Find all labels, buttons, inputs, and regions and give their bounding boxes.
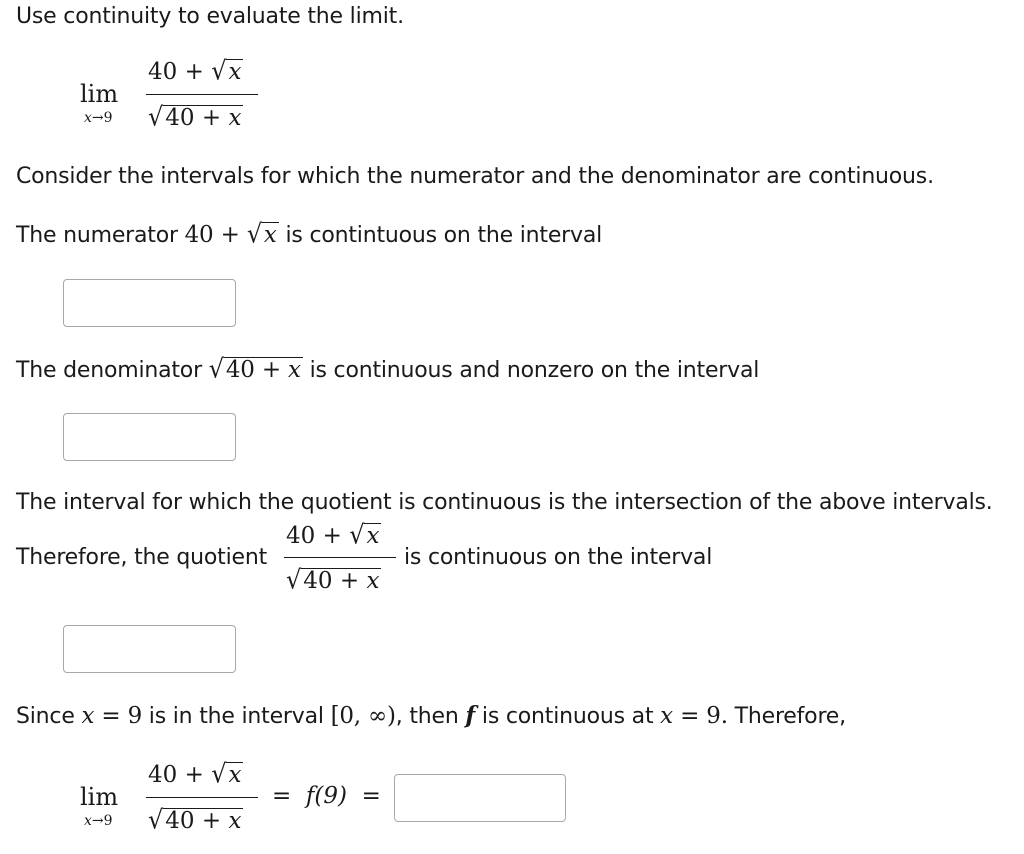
quotient-line-suffix: is continuous on the interval — [404, 545, 713, 570]
numerator-line: The numerator 40 + √x is contintuous on the interval — [16, 218, 603, 250]
quotient-interval-input[interactable] — [63, 625, 236, 673]
instruction-text: Use continuity to evaluate the limit. — [16, 4, 404, 29]
quotient-denominator: √40 + x — [286, 564, 380, 596]
fraction-bar — [146, 94, 258, 95]
lim-word: lim — [80, 80, 119, 108]
denominator-line: The denominator √40 + x is continuous and nonzero on the interval — [16, 353, 760, 385]
lim-subscript: x→9 — [84, 110, 113, 126]
consider-text: Consider the intervals for which the numerator and the denominator are continuous. — [16, 164, 934, 189]
final-equation: = f(9) = — [272, 783, 381, 809]
fraction-numerator-bottom: 40 + √x — [148, 758, 242, 790]
fraction-denominator: √40 + x — [148, 101, 242, 133]
quotient-fraction-bar — [284, 557, 396, 558]
since-line: Since x = 9 is in the interval [0, ∞), then f is continuous at x = 9. Therefore, — [16, 702, 846, 729]
fraction-denominator-bottom: √40 + x — [148, 804, 242, 836]
quotient-numerator: 40 + √x — [286, 519, 380, 551]
fraction-bar-bottom — [146, 797, 258, 798]
numerator-interval-input[interactable] — [63, 279, 236, 327]
limit-value-input[interactable] — [394, 774, 566, 822]
fraction-numerator: 40 + √x — [148, 55, 242, 87]
intersection-text: The interval for which the quotient is continuous is the intersection of the above intervals. — [16, 490, 993, 515]
lim-word-bottom: lim — [80, 783, 119, 811]
quotient-line-prefix: Therefore, the quotient — [16, 545, 268, 570]
lim-subscript-bottom: x→9 — [84, 813, 113, 829]
denominator-interval-input[interactable] — [63, 413, 236, 461]
